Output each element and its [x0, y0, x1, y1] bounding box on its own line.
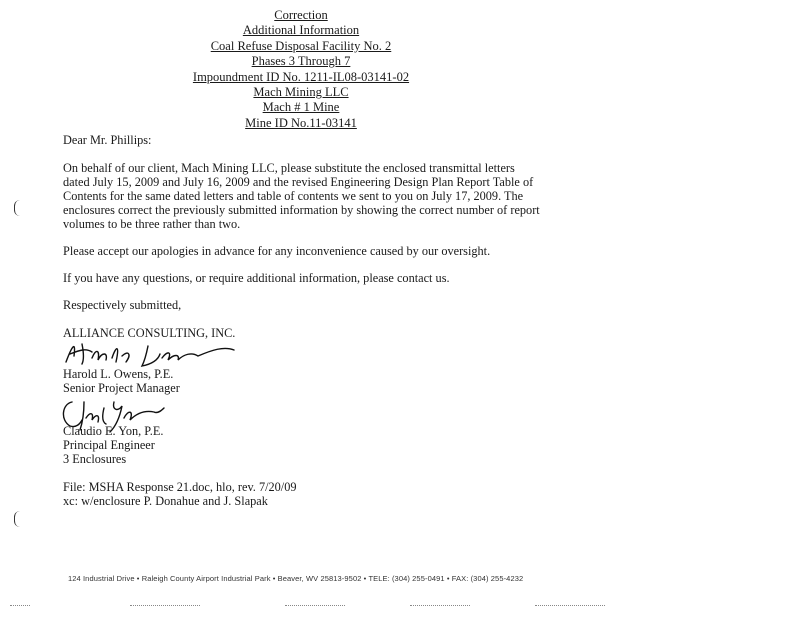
paragraph-1-line-4: enclosures correct the previously submitted information by showing the correct number of report [63, 203, 540, 217]
signatory-1-name: Harold L. Owens, P.E. [63, 367, 174, 381]
company-name: ALLIANCE CONSULTING, INC. [63, 326, 236, 340]
letter-header [190, 8, 412, 131]
paragraph-1-line-2: dated July 15, 2009 and July 16, 2009 and the revised Engineering Design Plan Report Table of [63, 175, 534, 189]
scan-edge-dots [130, 605, 200, 607]
scan-edge-dots [10, 605, 30, 607]
carbon-copy: xc: w/enclosure P. Donahue and J. Slapak [63, 494, 268, 508]
salutation: Dear Mr. Phillips: [63, 133, 152, 147]
scan-edge-dots [285, 605, 345, 607]
header-company: Mach Mining LLC [253, 85, 349, 100]
paragraph-3: If you have any questions, or require additional information, please contact us. [63, 271, 450, 285]
enclosures-count: 3 Enclosures [63, 452, 127, 466]
scan-hole-mark-top [14, 200, 20, 216]
header-correction: Correction [274, 8, 328, 22]
header-facility: Coal Refuse Disposal Facility No. 2 [210, 38, 392, 53]
header-mine: Mach # 1 Mine [262, 100, 340, 115]
scan-hole-mark-bottom [14, 511, 20, 527]
paragraph-2: Please accept our apologies in advance for any inconvenience caused by our oversight. [63, 244, 491, 258]
paragraph-1-line-3: Contents for the same dated letters and table of contents we sent to you on July 17, 2009. The [63, 189, 524, 203]
paragraph-1-line-1: On behalf of our client, Mach Mining LLC, please substitute the enclosed transmittal letters [63, 161, 515, 175]
signature-harold-owens [62, 336, 237, 370]
paragraph-1-line-5: volumes to be three rather than two. [63, 217, 241, 231]
scan-edge-dots [410, 605, 470, 607]
header-phases: Phases 3 Through 7 [251, 54, 351, 69]
signatory-2-title: Principal Engineer [63, 438, 155, 452]
header-mine-id: Mine ID No.11-03141 [245, 115, 357, 130]
header-additional-information: Additional Information [242, 23, 360, 38]
signatory-1-title: Senior Project Manager [63, 381, 180, 395]
header-impoundment-id: Impoundment ID No. 1211-IL08-03141-02 [192, 69, 410, 84]
scan-edge-dots [535, 605, 605, 607]
file-reference: File: MSHA Response 21.doc, hlo, rev. 7/20/09 [63, 480, 297, 494]
closing: Respectively submitted, [63, 298, 182, 312]
signatory-2-name: Claudio E. Yon, P.E. [63, 424, 164, 438]
letterhead-footer: 124 Industrial Drive • Raleigh County Airport Industrial Park • Beaver, WV 25813-9502 • TELE: (304) 255-0491 • FAX: (304) 255-4232 [68, 574, 524, 583]
